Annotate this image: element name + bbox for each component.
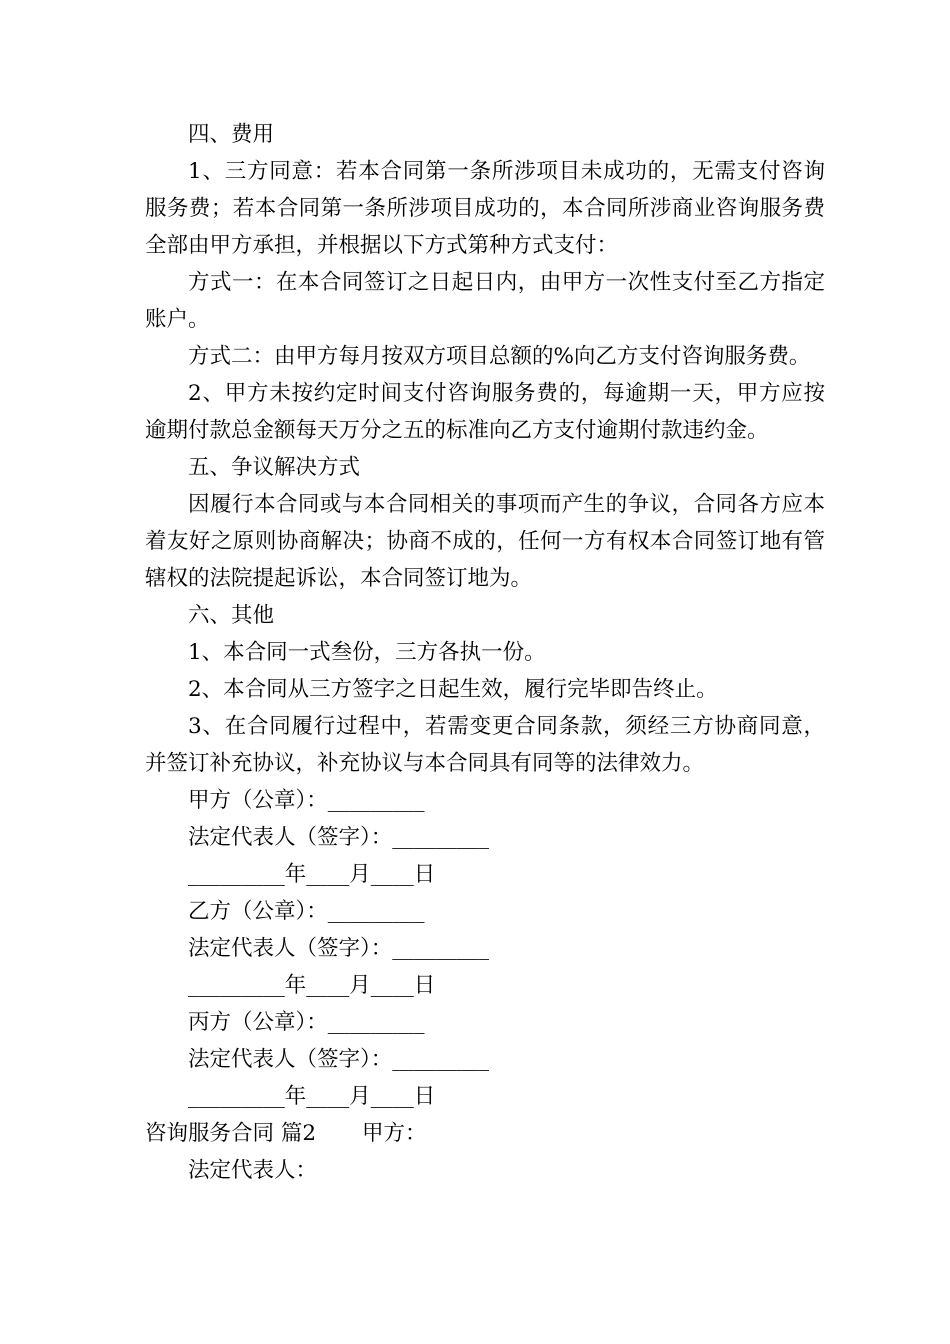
section-heading-dispute: 五、争议解决方式 [188,455,361,480]
fees-clause-1: 1、三方同意：若本合同第一条所涉项目未成功的，无需支付咨询服务费；若本合同第一条所涉项目成功的，本合同所涉商业咨询服务费全部由甲方承担，并根据以下方式第种方式支付： [145,159,825,258]
next-section-line [145,1115,825,1152]
next-section-title: 咨询服务合同 篇2 [145,1121,317,1146]
document-body [145,116,825,1189]
signature-rep-a: 法定代表人（签字）：_________ [188,825,490,850]
other-clause-3: 3、在合同履行过程中，若需变更合同条款，须经三方协商同意，并签订补充协议，补充协议与本合同具有同等的法律效力。 [145,714,825,776]
signature-rep-b: 法定代表人（签字）：_________ [188,936,490,961]
fees-clause-2: 2、甲方未按约定时间支付咨询服务费的，每逾期一天，甲方应按逾期付款总金额每天万分之五的标准向乙方支付逾期付款违约金。 [145,381,825,443]
signature-date-b: _________年____月____日 [188,973,436,998]
next-section-rep: 法定代表人： [188,1158,318,1183]
signature-party-c: 丙方（公章）：_________ [188,1010,425,1035]
other-clause-2: 2、本合同从三方签字之日起生效，履行完毕即告终止。 [188,677,718,702]
section-heading-fees: 四、费用 [188,122,275,147]
signature-rep-c: 法定代表人（签字）：_________ [188,1047,490,1072]
signature-party-b: 乙方（公章）：_________ [188,899,425,924]
signature-party-a: 甲方（公章）：_________ [188,788,425,813]
dispute-clause: 因履行本合同或与本合同相关的事项而产生的争议，合同各方应本着友好之原则协商解决；协商不成的，任何一方有权本合同签订地有管辖权的法院提起诉讼，本合同签订地为。 [145,492,825,591]
payment-method-2: 方式二：由甲方每月按双方项目总额的%向乙方支付咨询服务费。 [188,344,811,369]
next-section-party: 甲方： [362,1121,427,1146]
signature-date-a: _________年____月____日 [188,862,436,887]
payment-method-1: 方式一：在本合同签订之日起日内，由甲方一次性支付至乙方指定账户。 [145,270,825,332]
other-clause-1: 1、本合同一式叁份，三方各执一份。 [188,640,546,665]
section-heading-other: 六、其他 [188,603,275,628]
signature-date-c: _________年____月____日 [188,1084,436,1109]
